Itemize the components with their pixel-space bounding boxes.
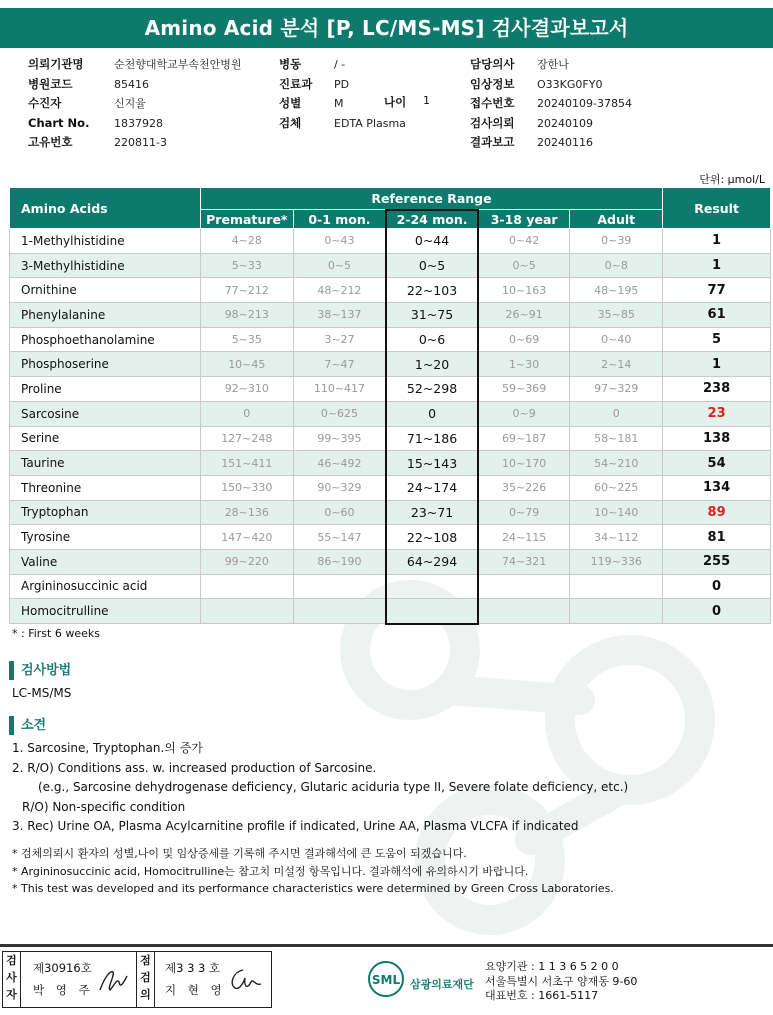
table-row: [10, 500, 771, 525]
reference-range-cell: 10~170: [478, 451, 570, 476]
reference-range-cell: [478, 599, 570, 624]
reference-range-cell: 0: [386, 401, 478, 426]
info-label: 접수번호: [470, 96, 515, 111]
reference-range-cell: 10~45: [200, 352, 293, 377]
reference-range-cell: 38~137: [293, 303, 386, 328]
reviewer-role-label: [137, 952, 155, 1007]
examiner-cell: [27, 952, 137, 1007]
amino-acid-name: Proline: [10, 377, 201, 402]
info-value: O33KG0FY0: [537, 77, 603, 91]
header-amino-acids: Amino Acids: [10, 188, 201, 229]
findings-line: R/O) Non-specific condition: [22, 799, 186, 814]
amino-acid-table: [9, 187, 771, 625]
result-value: 138: [663, 426, 771, 451]
reference-range-cell: 0~9: [478, 401, 570, 426]
table-row: [10, 574, 771, 599]
reference-range-cell: 35~85: [570, 303, 663, 328]
info-label: 임상정보: [470, 76, 515, 91]
reference-range-cell: [200, 574, 293, 599]
table-row: [10, 549, 771, 574]
reference-range-cell: 15~143: [386, 451, 478, 476]
reference-range-cell: 110~417: [293, 377, 386, 402]
table-row: [10, 278, 771, 303]
examiner-name: 박 영 주: [33, 983, 94, 997]
info-value: EDTA Plasma: [334, 116, 406, 130]
header-reference-range: Reference Range: [200, 188, 662, 210]
result-value: 23: [663, 401, 771, 426]
examiner-license: 제30916호: [33, 961, 92, 975]
note-line: * 검체의뢰시 환자의 성별,나이 및 임상증세를 기록해 주시면 결과해석에 큰 도움이 되겠습니다.: [12, 847, 467, 860]
reference-range-cell: 69~187: [478, 426, 570, 451]
reference-range-cell: 151~411: [200, 451, 293, 476]
reference-range-cell: [200, 599, 293, 624]
info-row: [279, 55, 406, 75]
report-title: Amino Acid 분석 [P, LC/MS-MS] 검사결과보고서: [0, 8, 773, 48]
table-footnote: * : First 6 weeks: [12, 627, 100, 640]
findings-line: (e.g., Sarcosine dehydrogenase deficiency, Glutaric aciduria type II, Severe folate deficiency, etc.): [38, 780, 629, 794]
info-row: [279, 114, 406, 134]
method-text: LC-MS/MS: [12, 686, 72, 700]
result-value: 5: [663, 327, 771, 352]
info-value: M: [334, 97, 344, 111]
reference-range-cell: 147~420: [200, 525, 293, 550]
info-label: Chart No.: [28, 115, 90, 130]
reference-range-cell: 5~35: [200, 327, 293, 352]
reference-range-cell: 10~140: [570, 500, 663, 525]
reference-range-cell: 24~115: [478, 525, 570, 550]
header-premature: Premature*: [200, 210, 293, 229]
reference-range-cell: 31~75: [386, 303, 478, 328]
signature-box: [2, 951, 272, 1008]
amino-acid-name: Taurine: [10, 451, 201, 476]
reference-range-cell: [386, 574, 478, 599]
amino-acid-name: Phosphoethanolamine: [10, 327, 201, 352]
header-adult: Adult: [570, 210, 663, 229]
sml-logo-icon: [366, 960, 410, 998]
amino-acid-name: Threonine: [10, 475, 201, 500]
contact-line: 서울특별시 서초구 양재동 9-60: [485, 974, 638, 988]
reference-range-cell: 0~6: [386, 327, 478, 352]
reference-range-cell: 99~220: [200, 549, 293, 574]
amino-acid-name: Argininosuccinic acid: [10, 574, 201, 599]
info-label: 결과보고: [470, 135, 515, 150]
table-row: [10, 229, 771, 254]
findings-heading: 소견: [9, 716, 46, 735]
result-value: 61: [663, 303, 771, 328]
reference-range-cell: 90~329: [293, 475, 386, 500]
amino-acid-name: Ornithine: [10, 278, 201, 303]
reference-range-cell: 0~5: [478, 253, 570, 278]
reference-range-cell: 54~210: [570, 451, 663, 476]
table-row: [10, 401, 771, 426]
contact-block: [485, 960, 637, 1004]
reference-range-cell: 150~330: [200, 475, 293, 500]
table-row: [10, 451, 771, 476]
examiner-signature: [97, 966, 131, 996]
reference-range-cell: 52~298: [386, 377, 478, 402]
reference-range-cell: [570, 599, 663, 624]
reference-range-cell: 60~225: [570, 475, 663, 500]
findings-line: 3. Rec) Urine OA, Plasma Acylcarnitine profile if indicated, Urine AA, Plasma VLCFA if indicated: [12, 819, 579, 833]
info-label: 의뢰기관명: [28, 57, 84, 71]
reviewer-name: 지 현 영: [165, 983, 226, 997]
amino-acid-name: Tyrosine: [10, 525, 201, 550]
info-value: 20240109-37854: [537, 97, 632, 111]
reference-range-cell: 64~294: [386, 549, 478, 574]
unit-label: 단위: μmol/L: [699, 173, 765, 186]
logo-mark: SML: [371, 973, 401, 987]
header-0-1-mon: 0-1 mon.: [293, 210, 386, 229]
notes-list: [12, 845, 614, 898]
reference-range-cell: 0~5: [386, 253, 478, 278]
note-line: * Argininosuccinic acid, Homocitrulline는 참고치 미설정 항목입니다. 결과해석에 유의하시기 바랍니다.: [12, 864, 529, 878]
method-heading: 검사방법: [9, 661, 71, 680]
reference-range-cell: 0: [200, 401, 293, 426]
reference-range-cell: 0~42: [478, 229, 570, 254]
header-3-18-year: 3-18 year: [478, 210, 570, 229]
amino-acid-name: Serine: [10, 426, 201, 451]
result-value: 81: [663, 525, 771, 550]
reference-range-cell: 10~163: [478, 278, 570, 303]
info-row: [470, 55, 632, 75]
reviewer-cell: [159, 952, 269, 1007]
amino-acid-name: Phenylalanine: [10, 303, 201, 328]
info-label: 병동: [279, 57, 302, 71]
amino-acid-name: Phosphoserine: [10, 352, 201, 377]
reference-range-cell: 0~60: [293, 500, 386, 525]
info-row: [28, 133, 242, 153]
reference-range-cell: 0~69: [478, 327, 570, 352]
reference-range-cell: 46~492: [293, 451, 386, 476]
age-label: 나이: [384, 95, 407, 109]
info-value: PD: [334, 77, 350, 91]
patient-info-col3: [470, 55, 632, 153]
reference-range-cell: 7~47: [293, 352, 386, 377]
info-row: [28, 114, 242, 134]
reference-range-cell: 0~39: [570, 229, 663, 254]
findings-list: [12, 739, 628, 837]
info-value: / -: [334, 58, 346, 71]
reference-range-cell: 5~33: [200, 253, 293, 278]
reference-range-cell: 92~310: [200, 377, 293, 402]
reference-range-cell: 0~625: [293, 401, 386, 426]
reference-range-cell: 3~27: [293, 327, 386, 352]
reviewer-license: 제3 3 3 호: [165, 961, 221, 975]
result-value: 0: [663, 574, 771, 599]
table-row: [10, 327, 771, 352]
info-value: 85416: [114, 77, 149, 91]
info-row: [470, 133, 632, 153]
info-label: 검사의뢰: [470, 115, 515, 130]
info-value: 20240116: [537, 136, 593, 150]
examiner-role: 검 사 자: [6, 954, 17, 1001]
reference-range-cell: [478, 574, 570, 599]
result-value: 1: [663, 352, 771, 377]
table-row: [10, 303, 771, 328]
amino-acid-name: 3-Methylhistidine: [10, 253, 201, 278]
reference-range-cell: 77~212: [200, 278, 293, 303]
result-value: 89: [663, 500, 771, 525]
info-label: 고유번호: [28, 135, 73, 150]
reference-range-cell: 48~212: [293, 278, 386, 303]
result-value: 134: [663, 475, 771, 500]
age-value: 1: [423, 94, 430, 107]
reference-range-cell: 55~147: [293, 525, 386, 550]
reference-range-cell: 71~186: [386, 426, 478, 451]
table-row: [10, 475, 771, 500]
reference-range-cell: [293, 574, 386, 599]
amino-acid-name: Homocitrulline: [10, 599, 201, 624]
findings-line: 2. R/O) Conditions ass. w. increased production of Sarcosine.: [12, 760, 377, 775]
reference-range-cell: [386, 599, 478, 624]
reference-range-cell: 22~108: [386, 525, 478, 550]
info-label: 병원코드: [28, 76, 73, 91]
header-result: Result: [663, 188, 771, 229]
result-value: 238: [663, 377, 771, 402]
reference-range-cell: 0~5: [293, 253, 386, 278]
reference-range-cell: 98~213: [200, 303, 293, 328]
reference-range-cell: 48~195: [570, 278, 663, 303]
info-value: 220811-3: [114, 136, 167, 150]
result-value: 255: [663, 549, 771, 574]
info-label: 성별: [279, 96, 302, 111]
foundation-name: 삼광의료재단: [410, 978, 474, 991]
reference-range-cell: 0~44: [386, 229, 478, 254]
table-row: [10, 352, 771, 377]
reference-range-cell: 0~40: [570, 327, 663, 352]
info-value: 1837928: [114, 116, 163, 130]
reference-range-cell: [570, 574, 663, 599]
info-row: [28, 94, 242, 114]
table-row: [10, 525, 771, 550]
info-row: [470, 114, 632, 134]
info-value: 20240109: [537, 116, 593, 130]
info-value: 순천향대학교부속천안병원: [114, 58, 242, 71]
footer-divider: [0, 944, 773, 947]
result-value: 1: [663, 253, 771, 278]
reference-range-cell: 4~28: [200, 229, 293, 254]
examiner-role-label: [3, 952, 21, 1007]
info-label: 검체: [279, 115, 302, 130]
reference-range-cell: 0~79: [478, 500, 570, 525]
info-label: 진료과: [279, 76, 313, 91]
info-label: 수진자: [28, 96, 62, 111]
reference-range-cell: 1~30: [478, 352, 570, 377]
table-row: [10, 426, 771, 451]
reference-range-cell: 28~136: [200, 500, 293, 525]
findings-line: 1. Sarcosine, Tryptophan.의 증가: [12, 741, 203, 755]
info-value: 신지율: [114, 97, 146, 111]
result-value: 54: [663, 451, 771, 476]
table-row: [10, 377, 771, 402]
reference-range-cell: 22~103: [386, 278, 478, 303]
result-value: 77: [663, 278, 771, 303]
reference-range-cell: 23~71: [386, 500, 478, 525]
reference-range-cell: 26~91: [478, 303, 570, 328]
reference-range-cell: 74~321: [478, 549, 570, 574]
reviewer-role: 점 검 의: [140, 954, 151, 1001]
header-2-24-mon: 2-24 mon.: [386, 210, 478, 229]
reference-range-cell: 59~369: [478, 377, 570, 402]
result-value: 1: [663, 229, 771, 254]
info-row: [28, 55, 242, 75]
table-row: [10, 253, 771, 278]
contact-line: 요양기관 : 1 1 3 6 5 2 0 0: [485, 960, 619, 973]
reference-range-cell: 2~14: [570, 352, 663, 377]
info-row: [279, 75, 406, 95]
result-value: 0: [663, 599, 771, 624]
reference-range-cell: 35~226: [478, 475, 570, 500]
info-row: [28, 75, 242, 95]
reference-range-cell: 119~336: [570, 549, 663, 574]
amino-acid-name: Tryptophan: [10, 500, 201, 525]
patient-info-col1: [28, 55, 242, 153]
note-line: * This test was developed and its performance characteristics were determined by Green Cross Laboratories.: [12, 882, 614, 895]
amino-acid-name: Sarcosine: [10, 401, 201, 426]
reference-range-cell: 34~112: [570, 525, 663, 550]
table-row: [10, 599, 771, 624]
info-label: 담당의사: [470, 57, 515, 71]
reference-range-cell: 99~395: [293, 426, 386, 451]
reviewer-signature: [225, 964, 265, 996]
reference-range-cell: 1~20: [386, 352, 478, 377]
info-row: [470, 94, 632, 114]
contact-line: 대표번호 : 1661-5117: [485, 989, 599, 1002]
reference-range-cell: 58~181: [570, 426, 663, 451]
reference-range-cell: 0: [570, 401, 663, 426]
reference-range-cell: 0~43: [293, 229, 386, 254]
reference-range-cell: 97~329: [570, 377, 663, 402]
amino-acid-name: 1-Methylhistidine: [10, 229, 201, 254]
reference-range-cell: 24~174: [386, 475, 478, 500]
info-value: 장한나: [537, 58, 569, 71]
reference-range-cell: [293, 599, 386, 624]
info-row: [470, 75, 632, 95]
reference-range-cell: 0~8: [570, 253, 663, 278]
reference-range-cell: 86~190: [293, 549, 386, 574]
reference-range-cell: 127~248: [200, 426, 293, 451]
amino-acid-name: Valine: [10, 549, 201, 574]
